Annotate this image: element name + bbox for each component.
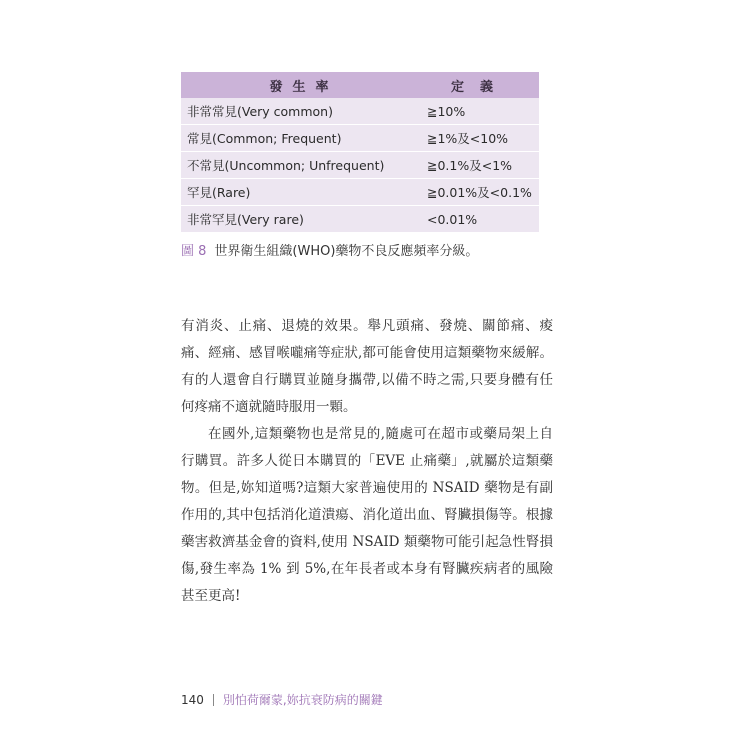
cell-definition: <0.01% [427,211,478,227]
cell-rate: 罕見(Rare) [187,185,251,200]
cell-rate: 非常常見(Very common) [187,104,333,119]
page-number: 140 [181,692,204,707]
paragraph: 在國外,這類藥物也是常見的,隨處可在超市或藥局架上自行購買。許多人從日本購買的「EVE 止痛藥」,就屬於這類藥物。但是,妳知道嗎?這類大家普遍使用的 NSAID 藥物是有副作用的,其中包括消化道潰瘍、消化道出血、腎臟損傷等。根據藥害救濟基金會的資料,使用 NSAID 類藥物可能引起急性腎損傷,發生率為 1% 到 5%,在年長者或本身有腎臟疾病者的風險甚至更高! [181,426,553,604]
header-definition: 定義 [450,79,509,95]
table-row [181,125,539,152]
cell-rate: 不常見(Uncommon; Unfrequent) [187,158,385,173]
table-row [181,206,539,232]
cell-definition: ≧1%及<10% [427,131,509,146]
body-text [181,313,553,610]
table-row [181,179,539,206]
figure-caption [181,240,478,259]
figure-label: 圖 8 [181,244,207,259]
caption-text: 世界衛生組織(WHO)藥物不良反應頻率分級。 [214,244,479,259]
incidence-table [181,72,539,232]
cell-definition: ≧0.1%及<1% [427,158,513,173]
page-footer [181,691,383,708]
footer-divider [213,694,214,706]
book-title: 別怕荷爾蒙,妳抗衰防病的關鍵 [222,693,383,707]
cell-definition: ≧10% [427,103,466,119]
header-rate: 發生率 [269,79,339,95]
cell-rate: 非常罕見(Very rare) [187,212,304,227]
table-row [181,152,539,179]
paragraph: 有消炎、止痛、退燒的效果。舉凡頭痛、發燒、關節痛、痠痛、經痛、感冒喉嚨痛等症狀,都可能會使用這類藥物來緩解。有的人還會自行購買並隨身攜帶,以備不時之需,只要身體有任何疼痛不適就隨時服用一顆。 [181,318,553,415]
table-row [181,98,539,125]
table-header [181,72,539,98]
cell-definition: ≧0.01%及<0.1% [427,185,532,200]
cell-rate: 常見(Common; Frequent) [187,131,342,146]
